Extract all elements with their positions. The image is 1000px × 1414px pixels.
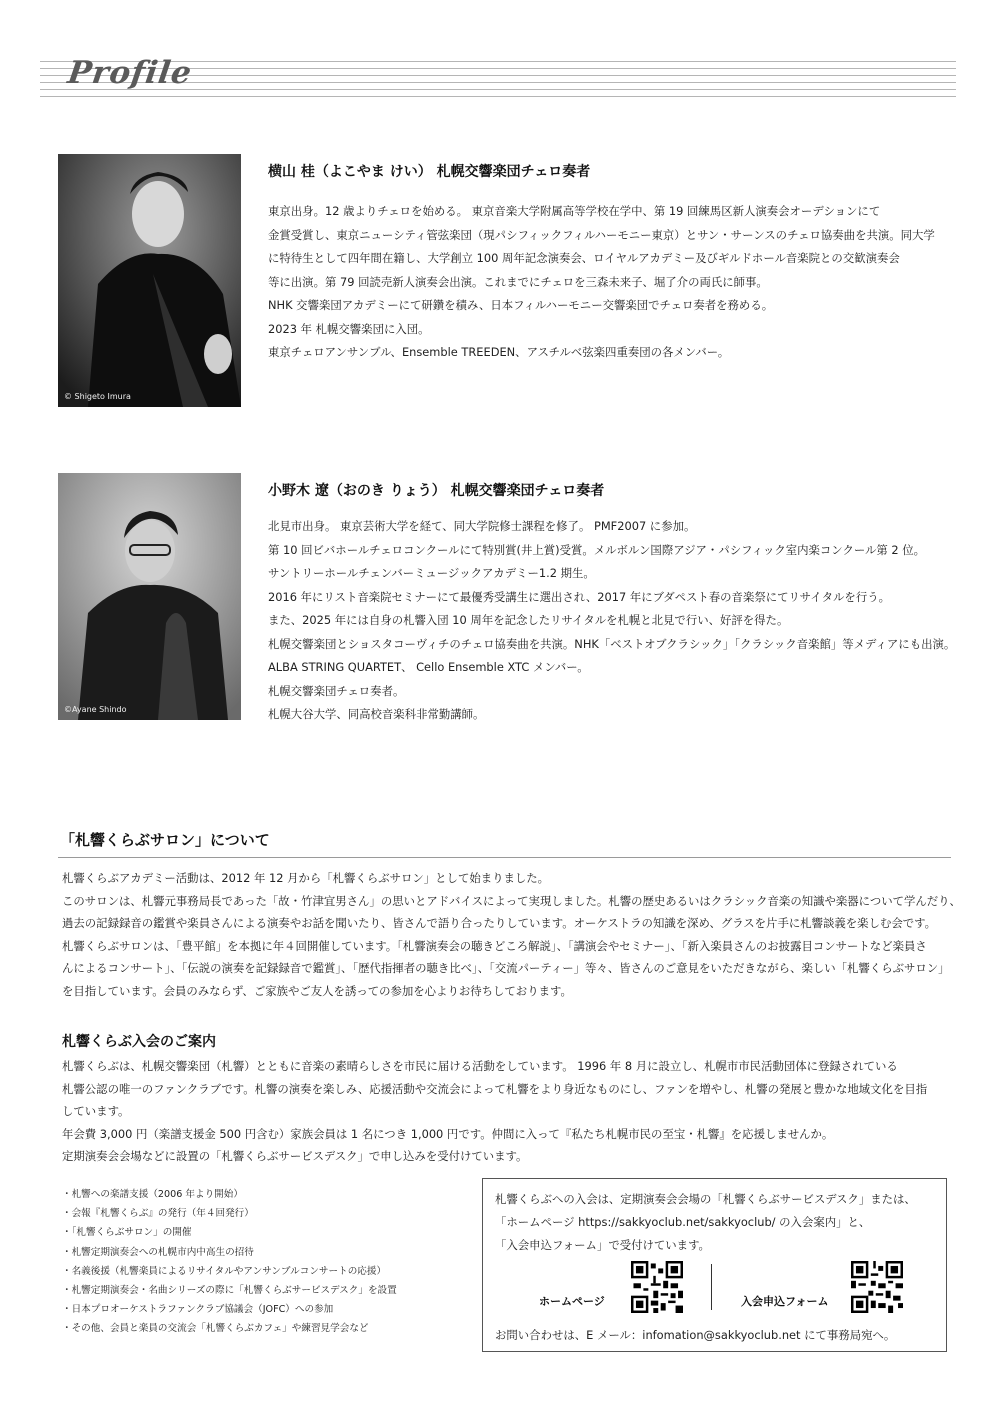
- join-line: 年会費 3,000 円（楽譜支援金 500 円含む）家族会員は 1 名につき 1,000 円です。仲間に入って『私たち札幌市民の至宝・札響』を応援しませんか。: [62, 1126, 834, 1141]
- bio-line: 東京出身。12 歳よりチェロを始める。 東京音楽大学附属高等学校在学中、第 19 回練馬区新人演奏会オーデションにて: [268, 204, 881, 218]
- photo-credit: ©Ayane Shindo: [64, 705, 127, 714]
- staff-line: [40, 96, 956, 97]
- bio-line: 等に出演。第 79 回読売新人演奏会出演。これまでにチェロを三森未来子、堀了介の両氏に師事。: [268, 274, 768, 289]
- salon-line: 過去の記録録音の鑑賞や楽員さんによる演奏やお話を聞いたり、皆さんで語り合ったりしています。オーケストラの知識を深め、グラスを片手に札響談義を楽しむ会です。: [62, 916, 937, 930]
- portrait-photo: [58, 154, 241, 407]
- bio-line: に特待生として四年間在籍し、大学創立 100 周年記念演奏会、ロイヤルアカデミー及びギルドホール音楽院との交歓演奏会: [268, 251, 900, 265]
- portrait-illustration: [58, 473, 241, 720]
- portrait-photo: [58, 473, 241, 720]
- salon-description: [62, 867, 961, 1002]
- bio-line: 2023 年 札幌交響楽団に入団。: [268, 321, 430, 336]
- list-item: ・「札響くらぶサロン」の開催: [62, 1227, 192, 1239]
- salon-line: んによるコンサート」、「伝説の演奏を記録録音で鑑賞」、「歴代指揮者の聴き比べ」、「交流パーティー」等々、皆さんのご意見をいただきながら、楽しい「札響くらぶサロン」: [62, 961, 950, 975]
- activities-list: [62, 1185, 397, 1339]
- list-item: ・札響定期演奏会への札幌市内中高生の招待: [62, 1246, 254, 1258]
- membership-info-box: [482, 1178, 947, 1352]
- join-line: 札響公認の唯一のファンクラブです。札響の演奏を楽しみ、応援活動や交流会によって札響をより身近なものにし、ファンを増やし、札響の発展と豊かな地域文化を目指: [62, 1081, 928, 1096]
- bio-line: ALBA STRING QUARTET、 Cello Ensemble XTC メンバー。: [268, 660, 589, 674]
- list-item: ・名義後援（札響楽員によるリサイタルやアンサンブルコンサートの応援）: [62, 1265, 387, 1277]
- vertical-divider: [711, 1264, 712, 1310]
- join-section-title: 札響くらぶ入会のご案内: [62, 1034, 216, 1050]
- info-line: 「入会申込フォーム」で受付けています。: [495, 1238, 710, 1252]
- salon-section-title: 「札響くらぶサロン」について: [60, 831, 270, 849]
- salon-line: 札響くらぶアカデミー活動は、2012 年 12 月から「札響くらぶサロン」として始まりました。: [62, 871, 550, 885]
- join-line: 札響くらぶは、札幌交響楽団（札響）とともに音楽の素晴らしさを市民に届ける活動をしています。 1996 年 8 月に設立し、札幌市市民活動団体に登録されている: [62, 1059, 898, 1073]
- bio-line: NHK 交響楽団アカデミーにて研鑽を積み、日本フィルハーモニー交響楽団でチェロ奏者を務める。: [268, 298, 774, 312]
- musician-name: 横山 桂（よこやま けい） 札幌交響楽団チェロ奏者: [268, 164, 591, 180]
- info-line: 「ホームページ https://sakkyoclub.net/sakkyoclub/ の入会案内」と、: [495, 1215, 871, 1229]
- contact-line: お問い合わせは、E メール：infomation@sakkyoclub.net にて事務局宛へ。: [495, 1328, 896, 1342]
- salon-line: このサロンは、札響元事務局長であった「故・竹津宜男さん」の思いとアドバイスによって実現しました。札響の歴史あるいはクラシック音楽の知識や楽器について学んだり、: [62, 893, 961, 908]
- join-description: [62, 1055, 952, 1168]
- join-line: 定期演奏会会場などに設置の「札響くらぶサービスデスク」で申し込みを受付けています。: [62, 1149, 528, 1163]
- photo-credit: © Shigeto Imura: [64, 392, 131, 401]
- info-line: 札響くらぶへの入会は、定期演奏会会場の「札響くらぶサービスデスク」または、: [495, 1192, 916, 1206]
- bio-line: 札幌交響楽団とショスタコーヴィチのチェロ協奏曲を共演。NHK「ベストオブクラシック」「クラシック音楽館」等メディアにも出演。: [268, 636, 956, 651]
- bio-line: 金賞受賞し、東京ニューシティ管弦楽団（現パシフィックフィルハーモニー東京）とサン・サーンスのチェロ協奏曲を共演。同大学: [268, 227, 935, 242]
- section-divider: [58, 857, 951, 858]
- portrait-illustration: [58, 154, 241, 407]
- list-item: ・日本プロオーケストラファンクラブ協議会（JOFC）への参加: [62, 1304, 334, 1316]
- bio-line: 2016 年にリスト音楽院セミナーにて最優秀受講生に選出され、2017 年にブダペスト春の音楽祭にてリサイタルを行う。: [268, 589, 890, 604]
- bio-line: 札幌大谷大学、同高校音楽科非常勤講師。: [268, 707, 485, 721]
- musician-bio: [268, 515, 958, 727]
- salon-line: 札響くらぶサロンは、「豊平館」を本拠に年４回開催しています。「札響演奏会の聴きどころ解説」、「講演会やセミナー」、「新入楽員さんのお披露目コンサートなど楽員さ: [62, 938, 927, 953]
- join-line: しています。: [62, 1104, 130, 1118]
- salon-line: を目指しています。会員のみならず、ご家族やご友人を誘っての参加を心よりお待ちしております。: [62, 983, 572, 998]
- musician-name: 小野木 遼（おのき りょう） 札幌交響楽団チェロ奏者: [268, 483, 605, 499]
- homepage-label: ホームページ: [539, 1295, 605, 1308]
- list-item: ・札響への楽譜支援（2006 年より開始）: [62, 1189, 243, 1200]
- bio-line: 東京チェロアンサンブル、Ensemble TREEDEN、アスチルベ弦楽四重奏団の各メンバー。: [268, 345, 730, 359]
- homepage-qr-icon[interactable]: [631, 1261, 683, 1313]
- bio-line: 札幌交響楽団チェロ奏者。: [268, 683, 405, 698]
- list-item: ・会報『札響くらぶ』の発行（年４回発行）: [62, 1208, 254, 1220]
- form-label: 入会申込フォーム: [741, 1295, 829, 1308]
- bio-line: また、2025 年には自身の札響入団 10 周年を記念したリサイタルを札幌と北見で行い、好評を得た。: [268, 613, 789, 627]
- page-title: Profile: [65, 55, 195, 91]
- bio-line: サントリーホールチェンバーミュージックアカデミー1.2 期生。: [268, 566, 595, 580]
- bio-line: 第 10 回ビバホールチェロコンクールにて特別賞(井上賞)受賞。メルボルン国際アジア・パシフィック室内楽コンクール第 2 位。: [268, 542, 926, 557]
- bio-line: 北見市出身。 東京芸術大学を経て、同大学院修士課程を修了。 PMF2007 に参加。: [268, 519, 696, 533]
- list-item: ・その他、会員と楽員の交流会「札響くらぶカフェ」や練習見学会など: [62, 1323, 369, 1335]
- list-item: ・札響定期演奏会・名曲シリーズの際に「札響くらぶサービスデスク」を設置: [62, 1285, 397, 1297]
- form-qr-icon[interactable]: [851, 1261, 903, 1313]
- musician-bio: [268, 200, 958, 365]
